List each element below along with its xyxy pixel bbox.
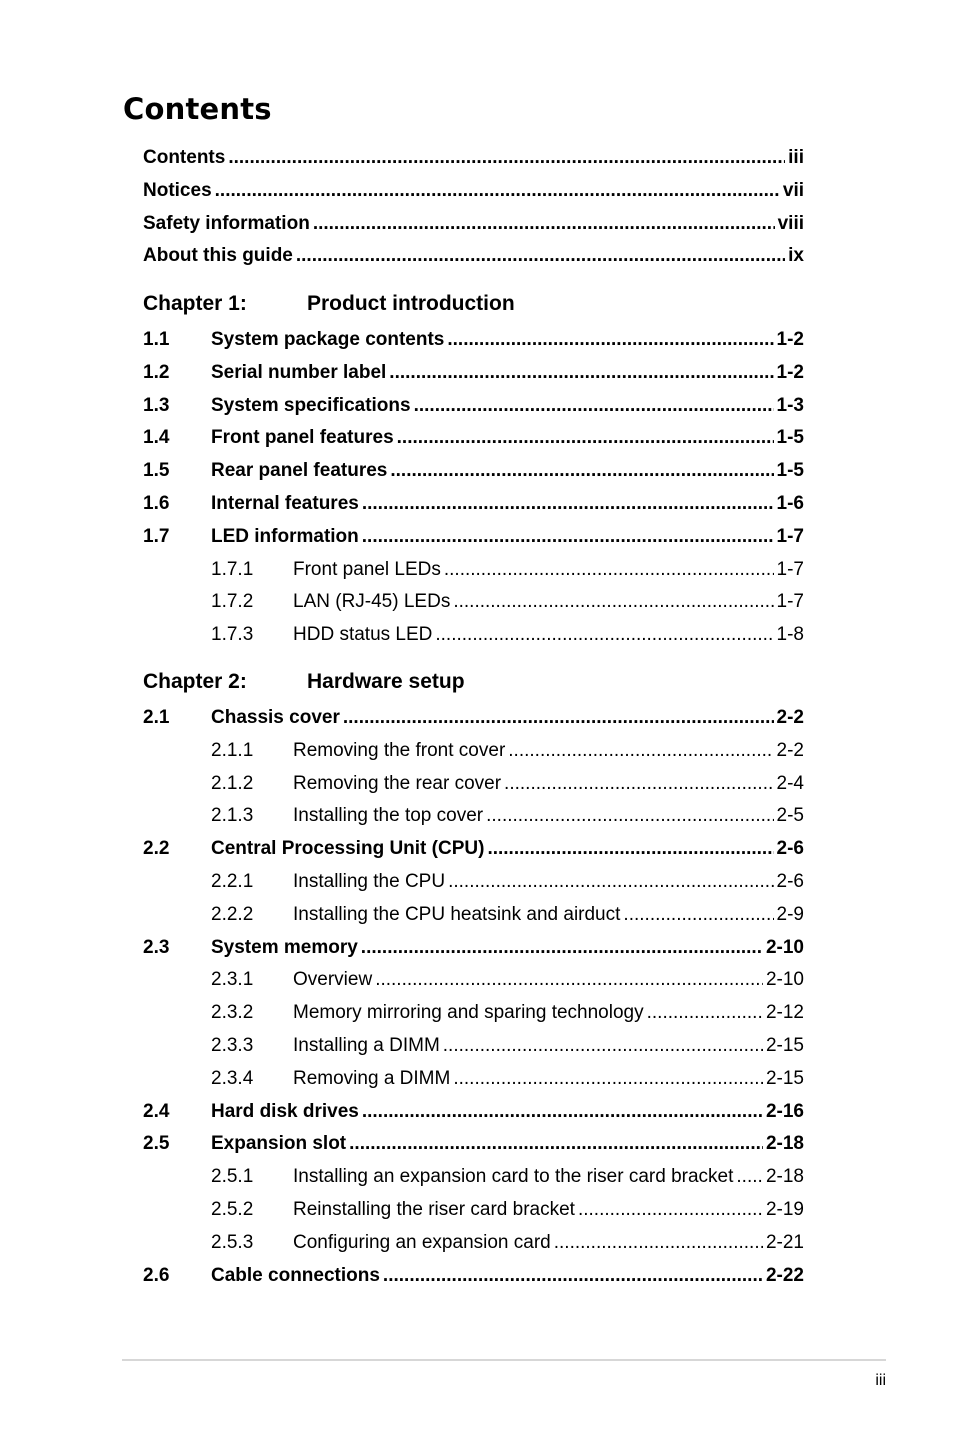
dot-leader	[486, 804, 773, 828]
toc-entry-number: 1.5	[143, 460, 170, 482]
toc-entry-number: 2.3.3	[211, 1035, 254, 1056]
toc-entry-page: 2-18	[765, 1166, 804, 1188]
toc-entry-page: 2-15	[765, 1067, 804, 1089]
toc-entry[interactable]	[143, 1001, 804, 1025]
toc-entry-label: Safety information	[143, 212, 310, 234]
toc-entry-number: 1.1	[143, 329, 170, 350]
toc-entry[interactable]	[143, 1132, 804, 1156]
toc-entry-number: 2.5	[143, 1133, 170, 1155]
dot-leader	[453, 1067, 763, 1091]
dot-leader	[343, 706, 774, 730]
toc-entry-label: Installing the CPU	[293, 871, 446, 892]
dot-leader	[375, 968, 763, 992]
toc-entry-number: 2.1	[143, 707, 170, 728]
toc-entry-label: HDD status LED	[293, 624, 433, 646]
toc-entry[interactable]	[143, 903, 804, 927]
toc-entry-page: 1-7	[776, 525, 804, 547]
toc-entry-label: Installing an expansion card to the riser card bracket	[293, 1166, 734, 1188]
toc-entry[interactable]	[143, 179, 804, 203]
toc-entry-page: 1-8	[776, 624, 804, 646]
toc-entry-number: 1.4	[143, 427, 170, 449]
toc-entry-number: 2.1.3	[211, 805, 254, 827]
toc-entry-page: 2-6	[776, 871, 804, 892]
dot-leader	[623, 903, 773, 927]
chapter-number: Chapter 2:	[143, 670, 247, 693]
toc-entry-number: 2.2.2	[211, 903, 254, 925]
toc-entry-page: 2-10	[765, 936, 804, 958]
toc-entry-page: 1-7	[776, 558, 804, 580]
toc-entry[interactable]	[143, 1165, 804, 1189]
toc-entry-page: 2-18	[765, 1133, 804, 1155]
toc-entry-label: Notices	[143, 179, 212, 201]
toc-entry[interactable]	[143, 739, 804, 763]
toc-entry-label: Memory mirroring and sparing technology	[293, 1002, 644, 1024]
toc-entry-label: LAN (RJ-45) LEDs	[293, 591, 451, 613]
chapter-title: Hardware setup	[307, 670, 465, 693]
dot-leader	[443, 1034, 763, 1058]
toc-entry-label: Serial number label	[211, 361, 387, 383]
toc-entry[interactable]	[143, 1231, 804, 1255]
chapter-title: Product introduction	[307, 292, 515, 315]
chapter-heading[interactable]	[143, 668, 804, 696]
toc-entry-label: Front panel LEDs	[293, 558, 441, 580]
toc-entry[interactable]	[143, 1067, 804, 1091]
dot-leader	[508, 739, 773, 763]
dot-leader	[554, 1231, 763, 1255]
dot-leader	[444, 558, 774, 582]
toc-entry[interactable]	[143, 426, 804, 450]
toc-entry-page: ix	[788, 245, 804, 267]
toc-entry-page: 2-19	[765, 1199, 804, 1220]
toc-entry-page: 1-5	[776, 427, 804, 449]
toc-entry-page: 2-21	[765, 1231, 804, 1253]
toc-entry-label: Central Processing Unit (CPU)	[211, 838, 485, 860]
toc-entry-label: Chassis cover	[211, 707, 340, 728]
toc-entry-number: 2.5.3	[211, 1231, 254, 1253]
toc-entry[interactable]	[143, 968, 804, 992]
toc-entry-number: 1.2	[143, 361, 170, 383]
dot-leader	[435, 623, 773, 647]
toc-entry-number: 2.5.1	[211, 1166, 254, 1188]
toc-entry-number: 2.3.4	[211, 1067, 254, 1089]
dot-leader	[361, 936, 763, 960]
toc-entry-number: 2.1.2	[211, 772, 254, 794]
toc-entry[interactable]	[143, 244, 804, 268]
toc-entry[interactable]	[143, 558, 804, 582]
toc-entry-number: 1.7.2	[211, 591, 254, 613]
toc-entry-page: 1-7	[776, 591, 804, 613]
toc-entry-page: 2-9	[776, 903, 804, 925]
toc-entry-page: 2-4	[776, 772, 804, 794]
dot-leader	[453, 590, 773, 614]
toc-entry-number: 1.7.1	[211, 558, 254, 580]
toc-entry-label: System memory	[211, 936, 358, 958]
toc-entry[interactable]	[143, 492, 804, 516]
chapter-number: Chapter 1:	[143, 292, 247, 315]
toc-entry-page: viii	[777, 212, 804, 234]
toc-entry-page: 2-15	[765, 1035, 804, 1056]
toc-entry[interactable]	[143, 1100, 804, 1124]
toc-entry-page: 1-2	[776, 361, 804, 383]
toc-entry[interactable]	[143, 837, 804, 861]
toc-entry-number: 2.2.1	[211, 871, 254, 892]
dot-leader	[397, 426, 774, 450]
page-title: Contents	[123, 92, 272, 126]
toc-entry-label: Hard disk drives	[211, 1100, 359, 1122]
dot-leader	[383, 1264, 763, 1288]
toc-entry-label: Removing the front cover	[293, 739, 506, 761]
toc-entry[interactable]	[143, 328, 804, 352]
dot-leader	[414, 394, 774, 418]
dot-leader	[362, 1100, 763, 1124]
toc-entry[interactable]	[143, 870, 804, 894]
toc-entry-label: Contents	[143, 147, 226, 168]
toc-entry-label: Internal features	[211, 493, 359, 514]
dot-leader	[313, 212, 775, 236]
toc-entry[interactable]	[143, 1198, 804, 1222]
toc-entry[interactable]	[143, 394, 804, 418]
toc-entry-number: 2.2	[143, 838, 170, 860]
toc-entry-number: 1.7	[143, 525, 170, 547]
toc-entry-page: iii	[788, 147, 804, 168]
toc-entry-label: Installing the CPU heatsink and airduct	[293, 903, 621, 925]
toc-entry[interactable]	[143, 525, 804, 549]
toc-entry-label: Reinstalling the riser card bracket	[293, 1199, 575, 1220]
toc-entry-number: 2.3	[143, 936, 170, 958]
toc-entry-page: 1-3	[776, 394, 804, 416]
dot-leader	[390, 459, 773, 483]
toc-entry-number: 2.5.2	[211, 1199, 254, 1220]
toc-entry[interactable]	[143, 459, 804, 483]
toc-entry-label: Front panel features	[211, 427, 394, 449]
dot-leader	[487, 837, 773, 861]
toc-entry[interactable]	[143, 706, 804, 730]
toc-entry[interactable]	[143, 772, 804, 796]
dot-leader	[736, 1165, 763, 1189]
dot-leader	[215, 179, 780, 203]
toc-entry-label: Configuring an expansion card	[293, 1231, 551, 1253]
toc-entry-page: 1-6	[776, 493, 804, 514]
dot-leader	[228, 146, 785, 170]
toc-entry-number: 1.7.3	[211, 624, 254, 646]
chapter-heading[interactable]	[143, 290, 804, 318]
toc-entry[interactable]	[143, 1034, 804, 1058]
dot-leader	[504, 772, 773, 796]
toc-entry-label: Removing a DIMM	[293, 1067, 451, 1089]
toc-entry-label: Rear panel features	[211, 460, 388, 482]
toc-entry-label: Installing the top cover	[293, 805, 484, 827]
toc-entry[interactable]	[143, 361, 804, 385]
toc-entry[interactable]	[143, 623, 804, 647]
dot-leader	[349, 1132, 763, 1156]
dot-leader	[362, 525, 774, 549]
toc-entry[interactable]	[143, 212, 804, 236]
toc-entry-page: 2-6	[776, 838, 804, 860]
toc-entry-number: 2.6	[143, 1264, 170, 1286]
toc-entry-page: 2-12	[765, 1002, 804, 1024]
toc-entry-label: Installing a DIMM	[293, 1035, 440, 1056]
toc-entry-label: System package contents	[211, 329, 445, 350]
toc-entry-label: Expansion slot	[211, 1133, 347, 1155]
toc-entry-page: 2-2	[776, 739, 804, 761]
toc-entry-number: 1.6	[143, 493, 170, 514]
toc-entry-number: 1.3	[143, 394, 170, 416]
toc-entry-page: 2-10	[765, 969, 804, 991]
dot-leader	[447, 328, 773, 352]
toc-entry-label: Overview	[293, 969, 373, 991]
toc-entry[interactable]	[143, 146, 804, 170]
toc-entry-page: 1-5	[776, 460, 804, 482]
toc-entry-page: 2-5	[776, 805, 804, 827]
toc-entry-label: LED information	[211, 525, 359, 547]
toc-entry-page: 2-16	[765, 1100, 804, 1122]
toc-entry-number: 2.1.1	[211, 739, 254, 761]
toc-entry[interactable]	[143, 804, 804, 828]
toc-entry-page: 1-2	[776, 329, 804, 350]
footer-page-number: iii	[875, 1372, 886, 1389]
toc-entry-number: 2.4	[143, 1100, 170, 1122]
dot-leader	[296, 244, 785, 268]
footer-divider	[122, 1359, 886, 1361]
toc-entry-number: 2.3.2	[211, 1002, 254, 1024]
toc-entry[interactable]	[143, 936, 804, 960]
toc-entry-label: About this guide	[143, 245, 293, 267]
dot-leader	[389, 361, 773, 385]
toc-entry[interactable]	[143, 590, 804, 614]
toc-entry-page: 2-22	[765, 1264, 804, 1286]
dot-leader	[448, 870, 773, 894]
toc-entry-label: Removing the rear cover	[293, 772, 502, 794]
toc-entry-page: 2-2	[776, 707, 804, 728]
toc-entry-number: 2.3.1	[211, 969, 254, 991]
dot-leader	[647, 1001, 763, 1025]
toc-entry-page: vii	[782, 179, 804, 201]
dot-leader	[362, 492, 774, 516]
toc-entry-label: System specifications	[211, 394, 411, 416]
toc-entry-label: Cable connections	[211, 1264, 380, 1286]
toc-entry[interactable]	[143, 1264, 804, 1288]
dot-leader	[578, 1198, 763, 1222]
